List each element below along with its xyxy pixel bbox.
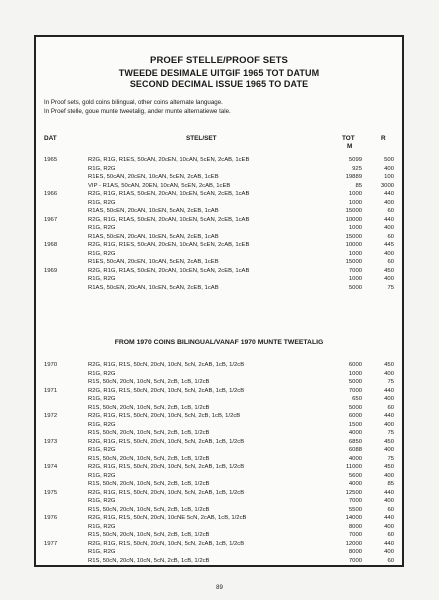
row-price: 100 (384, 174, 394, 180)
row-year: 1965 (44, 157, 58, 163)
table-row (36, 173, 402, 182)
row-set-description: R1G, R2G (88, 447, 116, 453)
row-set-description: R1G, R2G (88, 498, 116, 504)
row-price: 60 (387, 259, 394, 265)
row-mintage: 10000 (345, 216, 362, 223)
row-year: 1974 (44, 464, 58, 470)
row-mintage: 10000 (345, 242, 362, 248)
row-mintage: 6000 (348, 362, 362, 368)
row-set-description: R1S, 50cN, 20cN, 10cN, 5cN, 2cB, 1cB, 1/2cB (88, 430, 210, 436)
table-row (36, 275, 402, 284)
row-set-description: R1G, R2G (88, 370, 116, 377)
row-price: 400 (384, 165, 394, 172)
row-price: 450 (384, 267, 394, 274)
table-row (36, 378, 402, 387)
table-section-1965-1969 (36, 156, 402, 292)
row-set-description: R2G, R1G, R1S, 50cN, 20cN, 10cN, 5cN, 2cAB, 1cB, 1/2cB (88, 489, 245, 496)
row-mintage: 11000 (346, 464, 362, 470)
row-set-description: R2G, R1G, R1S, 50cN, 20cN, 10cN, 5cN, 2cAB, 1cB, 1/2cB (88, 438, 245, 445)
row-mintage: 7000 (348, 387, 362, 394)
row-year: 1973 (44, 438, 58, 445)
table-row (36, 182, 402, 191)
row-mintage: 1000 (348, 191, 362, 197)
row-price: 400 (384, 370, 394, 377)
row-set-description: R1G, R2G (88, 472, 116, 479)
table-row (36, 190, 402, 199)
table-row (36, 472, 402, 481)
row-year: 1971 (44, 387, 58, 394)
row-price: 75 (387, 284, 394, 291)
row-mintage: 1000 (348, 225, 362, 231)
row-set-description: R1ES, 50cAN, 20cEN, 10cAN, 5cEN, 2cAB, 1cEB (88, 259, 219, 265)
row-price: 400 (384, 276, 394, 282)
table-row (36, 165, 402, 174)
row-mintage: 8000 (348, 523, 362, 530)
row-price: 400 (384, 523, 394, 530)
row-mintage: 6850 (348, 438, 362, 445)
row-mintage: 1000 (348, 250, 362, 257)
row-price: 400 (384, 472, 394, 479)
row-price: 400 (384, 396, 394, 402)
row-mintage: 5000 (348, 404, 362, 411)
row-price: 450 (384, 438, 394, 445)
row-mintage: 8000 (348, 549, 362, 555)
row-mintage: 6088 (348, 447, 362, 453)
row-set-description: R1S, 50cN, 20cN, 10cN, 5cN, 2cB, 1cB, 1/2cB (88, 506, 210, 513)
table-row (36, 361, 402, 370)
page-number: 89 (216, 585, 223, 591)
row-set-description: R1AS, 50cEN, 20cAN, 10cEN, 5cAN, 2cEB, 1cAB (88, 208, 219, 214)
table-row (36, 489, 402, 498)
row-price: 440 (384, 413, 394, 419)
row-price: 400 (384, 549, 394, 555)
intro-english: In Proof sets, gold coins bilingual, other coins alternate language. (44, 99, 223, 106)
row-mintage: 6000 (348, 413, 362, 419)
row-mintage: 7000 (348, 267, 362, 274)
row-price: 75 (387, 379, 394, 385)
table-row (36, 463, 402, 472)
row-price: 60 (387, 506, 394, 513)
row-price: 440 (384, 191, 394, 197)
column-header-price: R (381, 135, 386, 142)
table-row (36, 497, 402, 506)
row-mintage: 5500 (348, 506, 362, 513)
row-mintage: 15000 (345, 208, 362, 214)
row-mintage: 4000 (348, 481, 362, 487)
row-set-description: R1G, R2G (88, 523, 116, 530)
row-mintage: 5000 (348, 379, 362, 385)
table-row (36, 429, 402, 438)
row-price: 60 (387, 208, 394, 214)
table-row (36, 156, 402, 165)
table-row (36, 395, 402, 404)
row-set-description: R2G, R1G, R1S, 50cN, 20cN, 10cNE 5cN, 2cAB, 1cB, 1/2cB (88, 515, 247, 521)
row-year: 1966 (44, 191, 58, 197)
row-price: 440 (384, 387, 394, 394)
row-price: 60 (387, 404, 394, 411)
table-row (36, 404, 402, 413)
table-row (36, 531, 402, 540)
row-set-description: R2G, R1G, R1S, 50cN, 20cN, 10cN, 5cN, 2cAB, 1cB, 1/2cB (88, 362, 245, 368)
table-row (36, 438, 402, 447)
row-price: 450 (384, 362, 394, 368)
row-set-description: R1G, R2G (88, 396, 116, 402)
table-row (36, 216, 402, 225)
column-header-total-unit: M (347, 143, 353, 150)
row-set-description: R2G, R1G, R1AS, 50cEN, 20cAN, 10cEN, 5cAN, 2cEB, 1cAB (88, 191, 250, 197)
row-set-description: R2G, R1G, R1ES, 50cAN, 20cEN, 10cAN, 5cEN, 2cAB, 1cEB (88, 242, 250, 248)
row-mintage: 4000 (348, 455, 362, 462)
table-row (36, 446, 402, 455)
table-row (36, 199, 402, 208)
row-mintage: 19889 (345, 174, 362, 180)
row-set-description: R1ES, 50cAN, 20cEN, 10cAN, 5cEN, 2cAB, 1cEB (88, 174, 219, 180)
row-mintage: 85 (355, 182, 362, 189)
row-price: 60 (387, 532, 394, 538)
row-price: 400 (384, 498, 394, 504)
table-row (36, 267, 402, 276)
table-row (36, 455, 402, 464)
table-row (36, 250, 402, 259)
row-year: 1977 (44, 540, 58, 547)
row-mintage: 14000 (345, 515, 362, 521)
row-mintage: 7000 (348, 498, 362, 504)
row-set-description: R1G, R2G (88, 165, 116, 172)
table-row (36, 412, 402, 421)
row-price: 500 (384, 157, 394, 163)
row-set-description: R2G, R1G, R1S, 50cN, 20cN, 10cN, 5cN, 2cAB, 1cB, 1/2cB (88, 540, 245, 547)
table-row (36, 241, 402, 250)
row-year: 1972 (44, 413, 58, 419)
row-set-description: R1G, R2G (88, 421, 116, 428)
row-price: 60 (387, 233, 394, 240)
table-section-1970-1977 (36, 361, 402, 565)
row-mintage: 4000 (348, 430, 362, 436)
table-row (36, 421, 402, 430)
row-set-description: R1G, R2G (88, 549, 116, 555)
table-row (36, 548, 402, 557)
row-set-description: R1G, R2G (88, 250, 116, 257)
row-mintage: 5000 (348, 284, 362, 291)
row-set-description: R1S, 50cN, 20cN, 10cN, 5cN, 2cB, 1cB, 1/2cB (88, 532, 210, 538)
row-price: 400 (384, 199, 394, 206)
table-row (36, 540, 402, 549)
section-heading: FROM 1970 COINS BILINGUAL/VANAF 1970 MUNTE TWEETALIG (114, 339, 324, 346)
table-row (36, 233, 402, 242)
row-set-description: R1S, 50cN, 20cN, 10cN, 5cN, 2cB, 1cB, 1/2cB (88, 557, 210, 564)
row-set-description: R2G, R1G, R1S, 50cN, 20cN, 10cN, 5cN, 2cAB, 1cB, 1/2cB (88, 387, 245, 394)
row-price: 445 (384, 242, 394, 248)
row-price: 60 (387, 557, 394, 564)
row-mintage: 15000 (345, 233, 362, 240)
row-set-description: VIP - R1AS, 50cAN, 20EN, 10cAN, 5cEN, 2cAB, 1cEB (88, 182, 231, 189)
table-row (36, 387, 402, 396)
row-price: 440 (384, 489, 394, 496)
row-mintage: 12500 (345, 489, 362, 496)
row-set-description: R1G, R2G (88, 225, 116, 231)
row-set-description: R1S, 50cN, 20cN, 10cN, 5cN, 2cB, 1cB, 1/2cB (88, 455, 210, 462)
row-price: 3000 (380, 182, 394, 189)
column-header-date: DAT (44, 135, 57, 142)
row-mintage: 1500 (348, 421, 362, 428)
row-year: 1976 (44, 515, 58, 521)
row-price: 440 (384, 216, 394, 223)
row-set-description: R2G, R1G, R1S, 50cN, 20cN, 10cN, 5cN, 2cB, 1cB, 1/2cB (88, 413, 241, 419)
row-set-description: R2G, R1G, R1AS, 50cEN, 20cAN, 10cEN, 5cAN, 2cEB, 1cAB (88, 216, 250, 223)
page-title: PROEF STELLE/PROOF SETS (150, 55, 288, 66)
row-price: 85 (387, 481, 394, 487)
row-year: 1969 (44, 267, 58, 274)
row-mintage: 15000 (345, 259, 362, 265)
row-price: 440 (384, 540, 394, 547)
row-year: 1968 (44, 242, 58, 248)
table-row (36, 480, 402, 489)
subtitle-afrikaans: TWEEDE DESIMALE UITGIF 1965 TOT DATUM (118, 68, 320, 78)
row-set-description: R1S, 50cN, 20cN, 10cN, 5cN, 2cB, 1cB, 1/2cB (88, 404, 210, 411)
row-price: 400 (384, 225, 394, 231)
table-row (36, 523, 402, 532)
row-set-description: R1AS, 50cEN, 20cAN, 10cEN, 5cAN, 2cEB, 1cAB (88, 233, 219, 240)
row-mintage: 925 (352, 165, 362, 172)
row-price: 75 (387, 430, 394, 436)
row-price: 400 (384, 447, 394, 453)
row-price: 75 (387, 455, 394, 462)
row-set-description: R1S, 50cN, 20cN, 10cN, 5cN, 2cB, 1cB, 1/2cB (88, 379, 210, 385)
row-set-description: R1G, R2G (88, 276, 116, 282)
row-mintage: 12000 (345, 540, 362, 547)
row-mintage: 1000 (348, 199, 362, 206)
row-price: 400 (384, 421, 394, 428)
table-row (36, 557, 402, 566)
row-price: 440 (384, 515, 394, 521)
row-set-description: R1G, R2G (88, 199, 116, 206)
intro-afrikaans: In Proef stelle, goue munte tweetalig, ander munte alternatiewe tale. (44, 108, 231, 115)
table-row (36, 370, 402, 379)
row-year: 1970 (44, 362, 58, 368)
table-row (36, 284, 402, 293)
table-row (36, 506, 402, 515)
column-header-set: STEL/SET (186, 135, 217, 142)
row-set-description: R2G, R1G, R1AS, 50cEN, 20cAN, 10cEN, 5cAN, 2cEB, 1cAB (88, 267, 250, 274)
row-set-description: R1AS, 50cEN, 20cAN, 10cEN, 5cAN, 2cEB, 1cAB (88, 284, 219, 291)
row-mintage: 7000 (348, 532, 362, 538)
table-row (36, 224, 402, 233)
table-row (36, 258, 402, 267)
row-mintage: 5600 (348, 472, 362, 479)
row-price: 450 (384, 464, 394, 470)
subtitle-english: SECOND DECIMAL ISSUE 1965 TO DATE (129, 79, 309, 89)
row-year: 1967 (44, 216, 58, 223)
row-mintage: 1000 (348, 370, 362, 377)
table-row (36, 514, 402, 523)
row-price: 400 (384, 250, 394, 257)
row-year: 1975 (44, 489, 58, 496)
column-header-total: TOT (342, 135, 355, 142)
row-mintage: 1000 (348, 276, 362, 282)
row-mintage: 7000 (348, 557, 362, 564)
row-set-description: R2G, R1G, R1ES, 50cAN, 20cEN, 10cAN, 5cEN, 2cAB, 1cEB (88, 157, 250, 163)
row-set-description: R1S, 50cN, 20cN, 10cN, 5cN, 2cB, 1cB, 1/2cB (88, 481, 210, 487)
row-mintage: 5099 (348, 157, 362, 163)
document-frame (34, 35, 404, 567)
table-row (36, 207, 402, 216)
row-mintage: 650 (352, 396, 362, 402)
row-set-description: R2G, R1G, R1S, 50cN, 20cN, 10cN, 5cN, 2cAB, 1cB, 1/2cB (88, 464, 245, 470)
